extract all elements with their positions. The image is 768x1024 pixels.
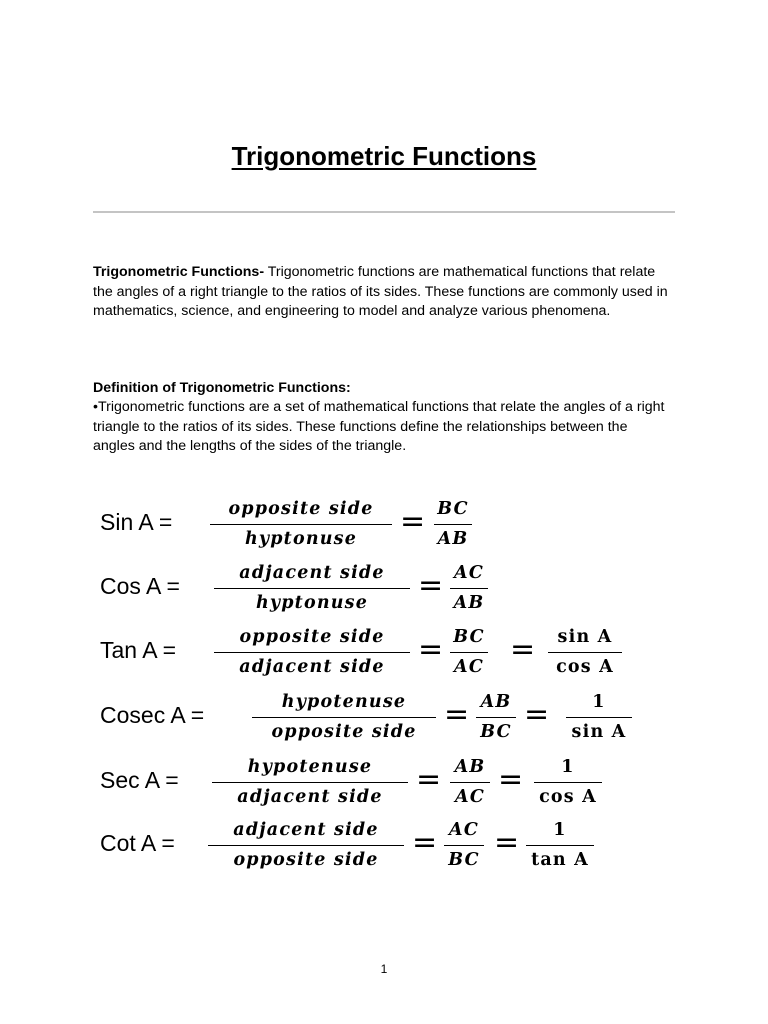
fraction-bar xyxy=(210,524,392,525)
fraction-denominator: opposite side xyxy=(271,722,417,742)
fraction-denominator: BC xyxy=(448,850,480,870)
fraction-ratio xyxy=(214,559,410,621)
fraction-ratio xyxy=(208,816,404,878)
fraction-numerator: opposite side xyxy=(228,499,374,519)
fraction-sides xyxy=(450,559,488,621)
fraction-denominator: BC xyxy=(480,722,512,742)
equals-sign: = xyxy=(418,568,444,603)
fraction-sides xyxy=(450,623,488,685)
equals-sign: = xyxy=(494,825,520,860)
fraction-bar xyxy=(450,652,488,653)
fraction-numerator: sin A xyxy=(557,627,613,647)
fraction-ratio xyxy=(214,623,410,685)
intro-text: Trigonometric functions are mathematical functions that relate the angles of a right triangle to the ratios of its sides. These functions are commonly used in mathematics, science, and engineering to model and analyze various phenomena. xyxy=(93,264,668,319)
equals-sign: = xyxy=(510,632,536,667)
fraction-denominator: AB xyxy=(453,593,485,613)
fraction-numerator: BC xyxy=(453,627,485,647)
fraction-numerator: BC xyxy=(437,499,469,519)
equals-sign: = xyxy=(444,697,470,732)
fraction-numerator: hypotenuse xyxy=(247,757,373,777)
fraction-denominator: hyptonuse xyxy=(244,529,358,549)
fraction-denominator: cos A xyxy=(539,787,597,807)
fraction-sides xyxy=(444,816,484,878)
equals-sign: = xyxy=(418,632,444,667)
equals-sign: = xyxy=(412,825,438,860)
fraction-denominator: hyptonuse xyxy=(255,593,369,613)
fraction-denominator: AC xyxy=(454,657,484,677)
fraction-numerator: 1 xyxy=(592,692,606,712)
fraction-numerator: 1 xyxy=(553,820,567,840)
fraction-bar xyxy=(214,588,410,589)
fraction-bar xyxy=(252,717,436,718)
fraction-numerator: AC xyxy=(454,563,484,583)
fraction-bar xyxy=(526,845,594,846)
fraction-denominator: tan A xyxy=(531,850,589,870)
fraction-denominator: adjacent side xyxy=(239,657,385,677)
fraction-bar xyxy=(566,717,632,718)
fraction-sides xyxy=(450,753,490,815)
fraction-denominator: cos A xyxy=(556,657,614,677)
formula-lhs: Cot A = xyxy=(100,830,175,856)
fraction-bar xyxy=(434,524,472,525)
fraction-denominator: AC xyxy=(455,787,485,807)
fraction-bar xyxy=(444,845,484,846)
fraction-numerator: adjacent side xyxy=(233,820,379,840)
equals-sign: = xyxy=(498,762,524,797)
fraction-bar xyxy=(476,717,516,718)
formula-lhs: Tan A = xyxy=(100,637,177,663)
fraction-numerator: hypotenuse xyxy=(281,692,407,712)
fraction-bar xyxy=(212,782,408,783)
fraction-numerator: 1 xyxy=(561,757,575,777)
fraction-denominator: AB xyxy=(437,529,469,549)
fraction-numerator: AB xyxy=(454,757,486,777)
fraction-sides xyxy=(434,495,472,557)
fraction-denominator: sin A xyxy=(571,722,627,742)
intro-lead: Trigonometric Functions- xyxy=(93,264,265,280)
fraction-bar xyxy=(548,652,622,653)
fraction-numerator: opposite side xyxy=(239,627,385,647)
fraction-denominator: adjacent side xyxy=(237,787,383,807)
fraction-numerator: AC xyxy=(449,820,479,840)
formula-lhs: Cos A = xyxy=(100,573,180,599)
fraction-bar xyxy=(214,652,410,653)
equals-sign: = xyxy=(400,504,426,539)
fraction-denominator: opposite side xyxy=(233,850,379,870)
fraction-ratio xyxy=(252,688,436,750)
page-title: Trigonometric Functions xyxy=(231,141,537,171)
page-number: 1 xyxy=(380,962,388,976)
fraction-numerator: AB xyxy=(480,692,512,712)
fraction-ratio xyxy=(212,753,408,815)
fraction-ratio xyxy=(210,495,392,557)
definition-text: •Trigonometric functions are a set of mathematical functions that relate the angles of a right triangle to the ratios of its sides. These functions define the relationships between the angles and the lengths of the sides of the triangle. xyxy=(93,399,665,454)
fraction-bar xyxy=(450,782,490,783)
fraction-numerator: adjacent side xyxy=(239,563,385,583)
fraction-reciprocal xyxy=(526,816,594,878)
fraction-sin-cos xyxy=(548,623,622,685)
formula-lhs: Cosec A = xyxy=(100,702,205,728)
fraction-bar xyxy=(208,845,404,846)
formula-lhs: Sin A = xyxy=(100,509,173,535)
fraction-reciprocal xyxy=(534,753,602,815)
fraction-bar xyxy=(450,588,488,589)
fraction-reciprocal xyxy=(566,688,632,750)
equals-sign: = xyxy=(524,697,550,732)
formula-lhs: Sec A = xyxy=(100,767,179,793)
definition-heading: Definition of Trigonometric Functions: xyxy=(93,380,351,396)
fraction-sides xyxy=(476,688,516,750)
fraction-bar xyxy=(534,782,602,783)
equals-sign: = xyxy=(416,762,442,797)
